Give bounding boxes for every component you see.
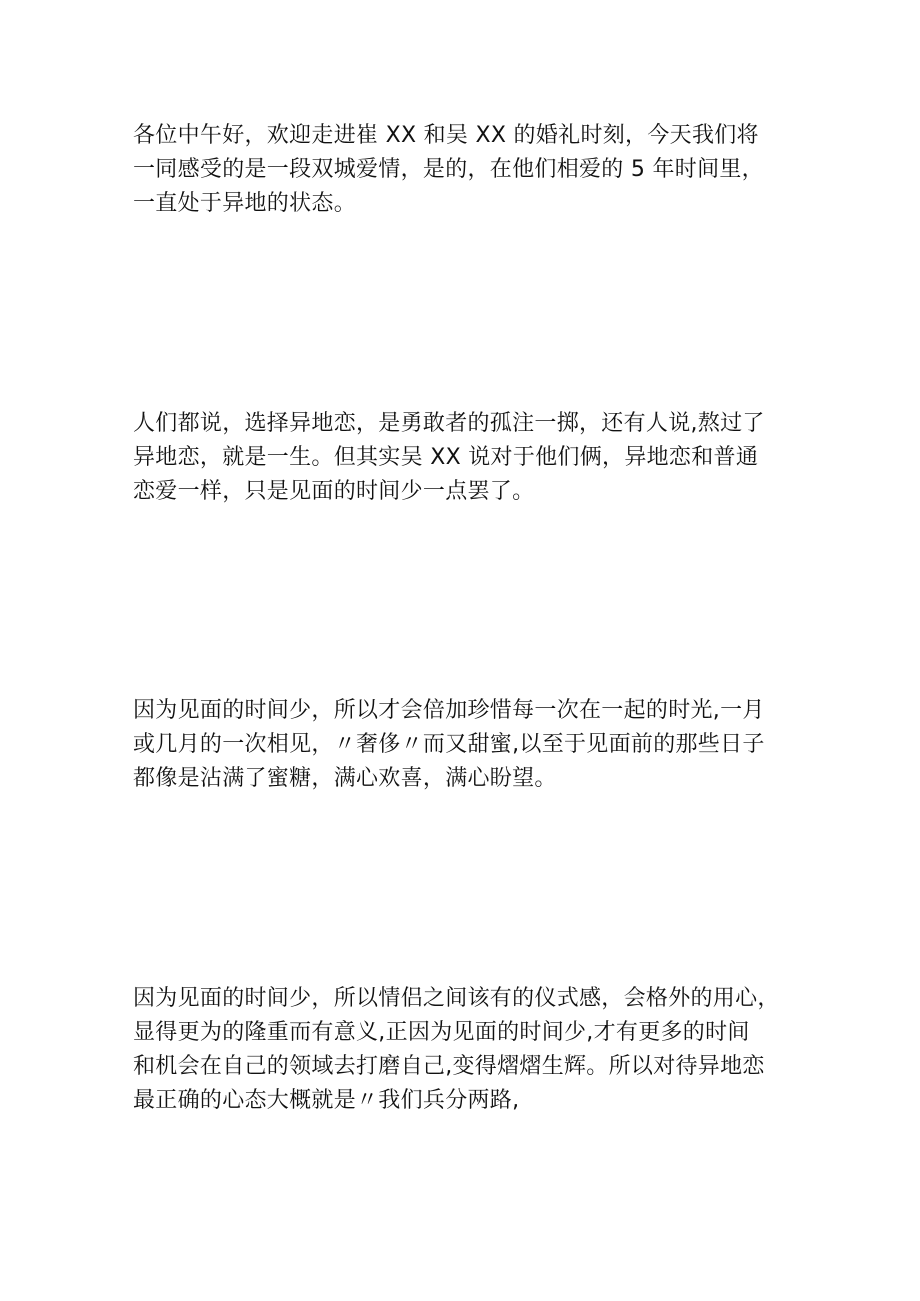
paragraph-line: 因为见面的时间少，所以才会倍加珍惜每一次在一起的时光,一月 — [133, 698, 765, 723]
paragraph-line: 异地恋，就是一生。但其实吴 XX 说对于他们俩，异地恋和普通 — [133, 445, 759, 470]
paragraph-line: 最正确的心态大概就是〃我们兵分两路, — [133, 1088, 520, 1113]
paragraph-line: 各位中午好，欢迎走进崔 XX 和吴 XX 的婚礼时刻，今天我们将 — [133, 123, 759, 148]
paragraph-line: 和机会在自己的领域去打磨自己,变得熠熠生辉。所以对待异地恋 — [133, 1054, 765, 1079]
paragraph-1 — [133, 119, 813, 221]
paragraph-line: 一直处于异地的状态。 — [133, 191, 357, 216]
paragraph-line: 一同感受的是一段双城爱情，是的，在他们相爱的 5 年时间里， — [133, 157, 764, 182]
paragraph-4 — [133, 982, 813, 1118]
paragraph-line: 显得更为的隆重而有意义,正因为见面的时间少,才有更多的时间 — [133, 1020, 750, 1045]
paragraph-3 — [133, 694, 813, 796]
paragraph-2 — [133, 407, 813, 509]
paragraph-line: 都像是沾满了蜜糖，满心欢喜，满心盼望。 — [133, 766, 557, 791]
paragraph-line: 人们都说，选择异地恋，是勇敢者的孤注一掷，还有人说,熬过了 — [133, 411, 765, 436]
paragraph-line: 或几月的一次相见，〃奢侈〃而又甜蜜,以至于见面前的那些日子 — [133, 732, 765, 757]
paragraph-line: 因为见面的时间少，所以情侣之间该有的仪式感，会格外的用心， — [133, 986, 780, 1011]
paragraph-line: 恋爱一样，只是见面的时间少一点罢了。 — [133, 479, 535, 504]
